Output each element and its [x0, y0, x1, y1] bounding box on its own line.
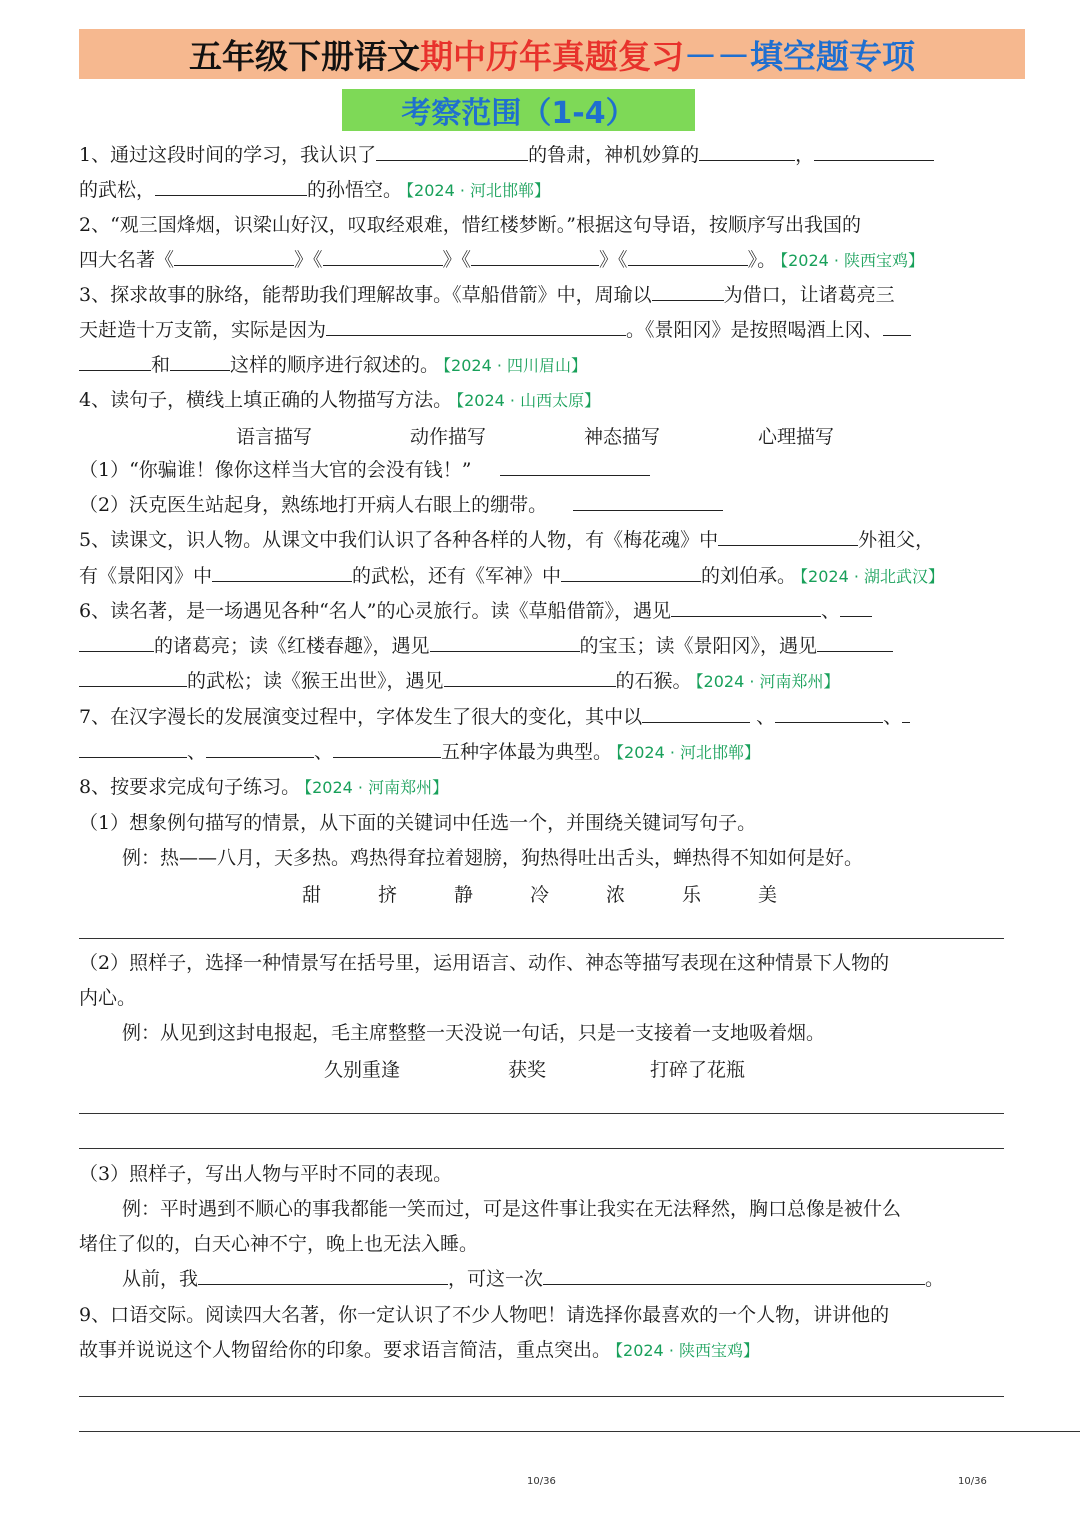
- q8-example3-line2: 堵住了似的，白天心神不宁，晚上也无法入睡。: [79, 1233, 479, 1255]
- q4-sentence2: （2）沃克医生站起身，熟练地打开病人右眼上的绷带。: [79, 492, 723, 518]
- q7-line1: 7、在汉字漫长的发展演变过程中，字体发生了很大的变化，其中以 、 、: [79, 704, 910, 730]
- source-tag: 【2024 · 河南郑州】: [304, 778, 449, 797]
- q4-sentence1: （1）“你骗谁！像你这样当大官的会没有钱！”: [79, 457, 650, 483]
- blank[interactable]: [573, 492, 723, 511]
- blank[interactable]: [652, 282, 724, 301]
- blank[interactable]: [155, 177, 307, 196]
- blank[interactable]: [170, 352, 230, 371]
- source-tag: 【2024 · 河北邯郸】: [406, 181, 551, 200]
- source-tag: 【2024 · 河北邯郸】: [616, 743, 761, 762]
- answer-line[interactable]: [79, 1431, 1080, 1432]
- q8-example3-line1: 例：平时遇到不顺心的事我都能一笑而过，可是这件事让我实在无法释然，胸口总像是被什么: [122, 1198, 902, 1220]
- source-tag: 【2024 · 陕西宝鸡】: [615, 1341, 759, 1360]
- answer-line[interactable]: [79, 1148, 1004, 1149]
- q1-line2: 的武松， 的孙悟空。 【2024 · 河北邯郸】: [79, 179, 551, 201]
- blank[interactable]: [376, 142, 528, 161]
- blank[interactable]: [430, 633, 580, 652]
- blank[interactable]: [79, 739, 187, 758]
- blank[interactable]: [444, 668, 616, 687]
- q2-line2: 四大名著《 》《 》《 》《 》。 【2024 · 陕西宝鸡】: [79, 249, 925, 271]
- keyword: 浓: [606, 884, 626, 906]
- blank[interactable]: [206, 739, 314, 758]
- title-grade: 五年级下册语文: [189, 36, 420, 76]
- scene-option: 打碎了花瓶: [650, 1059, 746, 1081]
- q7-line2: 、 、 五种字体最为典型。 【2024 · 河北邯郸】: [79, 739, 760, 766]
- keyword: 挤: [378, 884, 398, 906]
- page-number: 10/36: [527, 1476, 556, 1487]
- blank[interactable]: [699, 142, 795, 161]
- q8-line1: 8、按要求完成句子练习。 【2024 · 河南郑州】: [79, 776, 449, 798]
- option-word: 神态描写: [584, 426, 661, 448]
- keyword: 乐: [682, 884, 702, 906]
- answer-line[interactable]: [79, 938, 1004, 939]
- source-tag: 【2024 · 四川眉山】: [443, 356, 588, 375]
- q4-line1: 4、读句子，横线上填正确的人物描写方法。 【2024 · 山西太原】: [79, 389, 601, 411]
- q8-example1: 例：热——八月，天多热。鸡热得耷拉着翅膀，狗热得吐出舌头，蝉热得不知如何是好。: [122, 847, 864, 869]
- keyword: 冷: [530, 884, 550, 906]
- blank[interactable]: [543, 1266, 925, 1285]
- blank[interactable]: [333, 739, 441, 758]
- answer-line[interactable]: [79, 1113, 1004, 1114]
- blank[interactable]: [79, 668, 187, 687]
- source-tag: 【2024 · 湖北武汉】: [800, 567, 945, 586]
- title-topic: －－填空题专项: [684, 36, 915, 76]
- blank[interactable]: [323, 247, 443, 266]
- q6-line3: 的武松；读《猴王出世》，遇见 的石猴。 【2024 · 河南郑州】: [79, 668, 840, 695]
- blank[interactable]: [628, 247, 748, 266]
- blank[interactable]: [79, 633, 154, 652]
- blank[interactable]: [718, 527, 858, 546]
- source-tag: 【2024 · 陕西宝鸡】: [780, 251, 925, 270]
- blank[interactable]: [212, 563, 352, 582]
- q8-part2-line1: （2）照样子，选择一种情景写在括号里，运用语言、动作、神态等描写表现在这种情景下人物的: [79, 952, 890, 974]
- q9-line1: 9、口语交际。阅读四大名著，你一定认识了不少人物吧！请选择你最喜欢的一个人物，讲讲他的: [79, 1304, 890, 1326]
- q6-line1: 6、读名著，是一场遇见各种“名人”的心灵旅行。读《草船借箭》，遇见 、: [79, 598, 872, 624]
- q2-line1: 2、“观三国烽烟，识梁山好汉，叹取经艰难，惜红楼梦断。”根据这句导语，按顺序写出我国的: [79, 214, 862, 236]
- q6-line2: 的诸葛亮；读《红楼春趣》，遇见 的宝玉；读《景阳冈》，遇见: [79, 633, 893, 659]
- option-word: 动作描写: [410, 426, 487, 448]
- blank[interactable]: [326, 317, 626, 336]
- source-tag: 【2024 · 河南郑州】: [695, 672, 840, 691]
- blank[interactable]: [174, 247, 294, 266]
- source-tag: 【2024 · 山西太原】: [456, 391, 601, 410]
- q3-line2: 天赶造十万支箭，实际是因为 。《景阳冈》是按照喝酒上冈、: [79, 317, 911, 343]
- blank[interactable]: [883, 317, 911, 336]
- title-banner: [79, 29, 1025, 79]
- blank[interactable]: [671, 598, 821, 617]
- blank[interactable]: [642, 704, 750, 723]
- page-number: 10/36: [958, 1476, 987, 1487]
- scope-badge: 考察范围（1-4）: [342, 89, 695, 131]
- q8-example2: 例：从见到这封电报起，毛主席整整一天没说一句话，只是一支接着一支地吸着烟。: [122, 1022, 826, 1044]
- blank[interactable]: [775, 704, 883, 723]
- q5-line2: 有《景阳冈》中 的武松，还有《军神》中 的刘伯承。 【2024 · 湖北武汉】: [79, 565, 945, 587]
- option-word: 语言描写: [236, 426, 313, 448]
- scene-option: 获奖: [508, 1059, 547, 1081]
- option-word: 心理描写: [758, 426, 835, 448]
- scene-option: 久别重逢: [324, 1059, 401, 1081]
- blank[interactable]: [79, 352, 151, 371]
- q8-part3: （3）照样子，写出人物与平时不同的表现。: [79, 1163, 453, 1185]
- blank[interactable]: [198, 1266, 448, 1285]
- blank[interactable]: [902, 704, 910, 723]
- q8-fill-line: 从前，我 ，可这一次 。: [122, 1268, 945, 1290]
- q8-part1: （1）想象例句描写的情景，从下面的关键词中任选一个，并围绕关键词写句子。: [79, 812, 757, 834]
- blank[interactable]: [500, 457, 650, 476]
- keyword: 甜: [302, 884, 322, 906]
- q1-line1: 1、通过这段时间的学习，我认识了 的鲁肃，神机妙算的 ，: [79, 142, 934, 168]
- q3-line3: 和 这样的顺序进行叙述的。 【2024 · 四川眉山】: [79, 352, 587, 379]
- answer-line[interactable]: [79, 1396, 1004, 1397]
- q8-part2-line2: 内心。: [79, 987, 137, 1009]
- title-review: 期中历年真题复习: [420, 36, 684, 76]
- blank[interactable]: [471, 247, 599, 266]
- q3-line1: 3、探求故事的脉络，能帮助我们理解故事。《草船借箭》中，周瑜以 为借口，让诸葛亮三: [79, 284, 895, 306]
- blank[interactable]: [840, 598, 872, 617]
- q9-line2: 故事并说说这个人物留给你的印象。要求语言简洁，重点突出。 【2024 · 陕西宝鸡】: [79, 1339, 759, 1361]
- q5-line1: 5、读课文，识人物。从课文中我们认识了各种各样的人物，有《梅花魂》中 外祖父，: [79, 529, 935, 551]
- keyword: 美: [758, 884, 778, 906]
- blank[interactable]: [814, 142, 934, 161]
- keyword: 静: [454, 884, 474, 906]
- blank[interactable]: [561, 563, 701, 582]
- blank[interactable]: [817, 633, 893, 652]
